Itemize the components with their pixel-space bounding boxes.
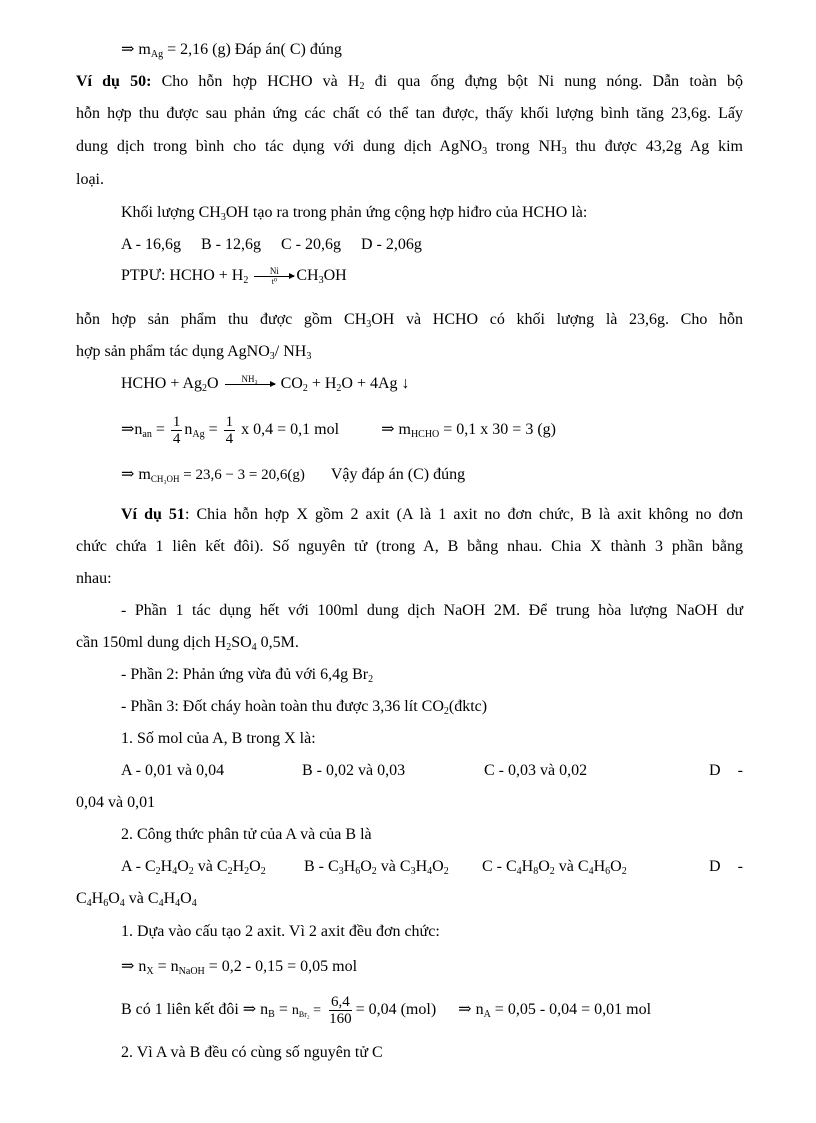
part-1-line-1: - Phần 1 tác dụng hết với 100ml dung dịch NaOH 2M. Để trung hòa lượng NaOH dư bbox=[121, 602, 743, 619]
fraction-one-quarter-2: $\frac{1}{4}$ bbox=[225, 414, 234, 447]
question-1-option-d-value: 0,04 và 0,01 bbox=[76, 794, 156, 811]
solution-1-moles-x: ⇒ $n_X = n_{NaOH} = 0,2 - 0,15 = 0,05$ mol bbox=[121, 958, 358, 977]
question-2-option-d-value: $C_4H_6O_4$ và $C_4H_4O_4$ bbox=[76, 890, 197, 909]
example-51-line-1: Ví dụ 51: Chia hỗn hợp X gồm 2 axit (A là 1 axit no đơn chức, B là axit không no đơn bbox=[121, 506, 743, 523]
question-1-option-a: A - 0,01 và 0,04 bbox=[121, 762, 225, 779]
example-51-line-2: chức chứa 1 liên kết đôi). Số nguyên tử (trong A, B bằng nhau. Chia X thành 3 phần bằng bbox=[76, 538, 743, 555]
example-51-line-3: nhau: bbox=[76, 570, 112, 587]
question-1-option-b: B - 0,02 và 0,03 bbox=[302, 762, 406, 779]
solution-1-moles-b: B có 1 liên kết đôi ⇒ $n_B = n_{Br_2}$ = $\frac{6,4}{160}$ = 0,04 (mol) ⇒ $n_A = 0,05 - 0,04 = 0,01$ mol bbox=[121, 994, 652, 1027]
part-1-line-2: cần 150ml dung dịch $H_2SO_4$ 0,5M. bbox=[76, 634, 299, 653]
reaction-silver-mirror: HCHO + $Ag_2O$ NH₃ $CO_2 + H_2O + 4Ag$ ↓ bbox=[121, 373, 410, 394]
reaction-arrow: $\frac{Ni}{\text{t⁰}}$ bbox=[254, 267, 294, 286]
example-50-line-4: loại. bbox=[76, 171, 104, 188]
question-1: 1. Số mol của A, B trong X là: bbox=[121, 730, 316, 747]
question-2-option-c: C - $C_4H_8O_2$ và $C_4H_6O_2$ bbox=[482, 858, 627, 877]
example-50-line-2: hỗn hợp thu được sau phản ứng các chất có thể tan được, thấy khối lượng bình tăng 23,6g. Lấy bbox=[76, 105, 743, 122]
calculation-mass-ch3oh: ⇒ $m_{CH_3OH} = 23,6 - 3 = 20,6(g)$ Vậy đáp án (C) đúng bbox=[121, 466, 466, 484]
mixture-line-1: hỗn hợp sản phẩm thu được gồm $CH_3OH$ và HCHO có khối lượng là 23,6g. Cho hỗn bbox=[76, 311, 744, 330]
calculation-moles: $\Rightarrow n_{an}$ = $\frac{1}{4}$ $n_{Ag}$ = $\frac{1}{4}$ x 0,4 = 0,1 mol ⇒ $m_{HCHO} = 0,1$ x 30 = 3 (g) bbox=[121, 414, 556, 447]
part-2: - Phần 2: Phản ứng vừa đủ với 6,4g $Br_2$ bbox=[121, 666, 374, 685]
reaction-arrow-nh3: NH₃ bbox=[225, 375, 275, 394]
solution-1-heading: 1. Dựa vào cấu tạo 2 axit. Vì 2 axit đều đơn chức: bbox=[121, 923, 440, 940]
question-2: 2. Công thức phân tử của A và của B là bbox=[121, 826, 372, 843]
question-2-option-b: B - $C_3H_6O_2$ và $C_3H_4O_2$ bbox=[304, 858, 449, 877]
solution-2-heading: 2. Vì A và B đều có cùng số nguyên tử C bbox=[121, 1044, 383, 1061]
example-51-label: Ví dụ 51 bbox=[121, 506, 185, 523]
part-3: - Phần 3: Đốt cháy hoàn toàn thu được 3,36 lít $CO_2(đktc)$ bbox=[121, 698, 488, 717]
example-50-line-3: dung dịch trong bình cho tác dụng với dung dịch AgNO$_3$ trong $NH_3$ thu được 43,2g Ag kim bbox=[76, 138, 744, 157]
result-line-mag: ⇒ $m_{Ag} = 2,16$ (g) Đáp án( C) đúng bbox=[121, 41, 342, 60]
fraction-6-4-over-160: $\frac{6,4}{160}$ bbox=[329, 994, 352, 1027]
example-50-label: Ví dụ 50: bbox=[76, 73, 152, 90]
question-2-option-d-label: D - bbox=[709, 858, 743, 875]
options-50: A - 16,6g B - 12,6g C - 20,6g D - 2,06g bbox=[121, 236, 422, 253]
mixture-line-2: hợp sản phẩm tác dụng AgNO$_3$/ $NH_3$ bbox=[76, 343, 312, 362]
fraction-one-quarter: $\frac{1}{4}$ bbox=[172, 414, 181, 447]
question-1-option-d-label: D - bbox=[709, 762, 743, 779]
example-50-line-1: Ví dụ 50: Cho hỗn hợp HCHO và $H_2$ đi qua ống đựng bột Ni nung nóng. Dẫn toàn bộ bbox=[76, 73, 744, 92]
question-1-option-c: C - 0,03 và 0,02 bbox=[484, 762, 588, 779]
question-50: Khối lượng $CH_3OH$ tạo ra trong phản ứng cộng hợp hiđro của HCHO là: bbox=[121, 204, 588, 223]
reaction-ptpu: PTPƯ: HCHO + $H_2$ $\frac{Ni}{\text{t⁰}}$ $CH_3OH$ bbox=[121, 265, 347, 286]
question-2-option-a: A - $C_2H_4O_2$ và $C_2H_2O_2$ bbox=[121, 858, 266, 877]
